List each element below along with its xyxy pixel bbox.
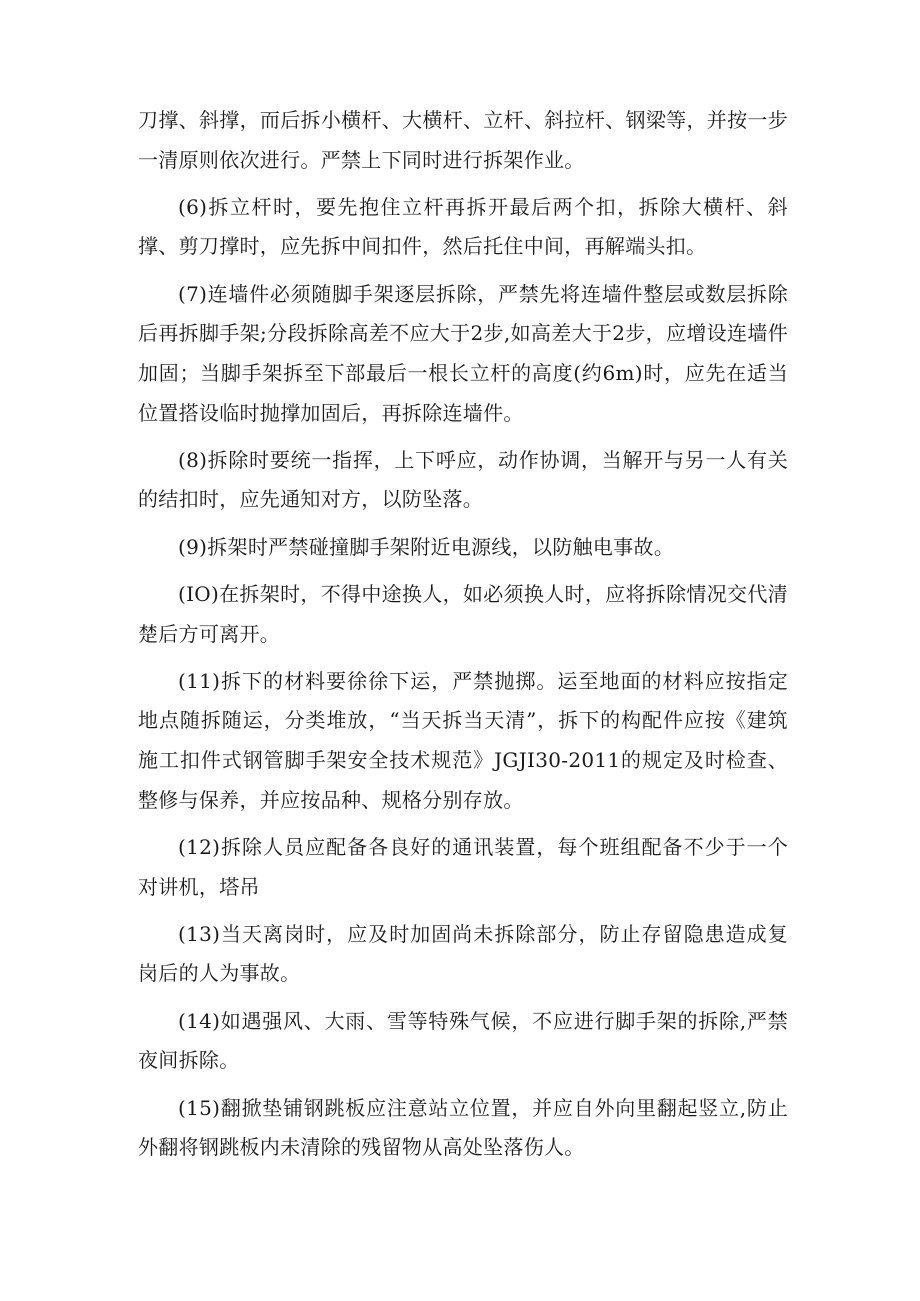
paragraph-item-14: (14)如遇强风、大雨、雪等特殊气候，不应进行脚手架的拆除,严禁夜间拆除。	[138, 1008, 788, 1073]
paragraph-item-7: (7)连墙件必须随脚手架逐层拆除，严禁先将连墙件整层或数层拆除后再拆脚手架;分段拆除高差不应大于2步,如高差大于2步，应增设连墙件加固；当脚手架拆至下部最后一根长立杆的高度(约6m)时，应先在适当位置搭设临时抛撑加固后，再拆除连墙件。	[138, 281, 788, 425]
paragraph-item-11: (11)拆下的材料要徐徐下运，严禁抛掷。运至地面的材料应按指定地点随拆随运，分类堆放，“当天拆当天清”，拆下的构配件应按《建筑施工扣件式钢管脚手架安全技术规范》JGJI30-2011的规定及时检查、整修与保养，并应按品种、规格分别存放。	[138, 668, 788, 812]
paragraph-continuation: 刀撑、斜撑，而后拆小横杆、大横杆、立杆、斜拉杆、钢梁等，并按一步一清原则依次进行。严禁上下同时进行拆架作业。	[138, 108, 788, 172]
paragraph-item-15: (15)翻掀垫铺钢跳板应注意站立位置，并应自外向里翻起竖立,防止外翻将钢跳板内未清除的残留物从高处坠落伤人。	[138, 1095, 788, 1160]
paragraph-item-6: (6)拆立杆时，要先抱住立杆再拆开最后两个扣，拆除大横杆、斜撑、剪刀撑时，应先拆中间扣件，然后托住中间，再解端头扣。	[138, 194, 788, 259]
paragraph-item-10: (IO)在拆架时，不得中途换人，如必须换人时，应将拆除情况交代清楚后方可离开。	[138, 581, 788, 646]
document-body	[138, 101, 788, 1175]
paragraph-item-13: (13)当天离岗时，应及时加固尚未拆除部分，防止存留隐患造成复岗后的人为事故。	[138, 921, 788, 986]
paragraph-item-8: (8)拆除时要统一指挥，上下呼应，动作协调，当解开与另一人有关的结扣时，应先通知对方，以防坠落。	[138, 447, 788, 512]
paragraph-item-12: (12)拆除人员应配备各良好的通讯装置，每个班组配备不少于一个对讲机，塔吊	[138, 834, 788, 899]
paragraph-item-9: (9)拆架时严禁碰撞脚手架附近电源线，以防触电事故。	[178, 534, 675, 559]
